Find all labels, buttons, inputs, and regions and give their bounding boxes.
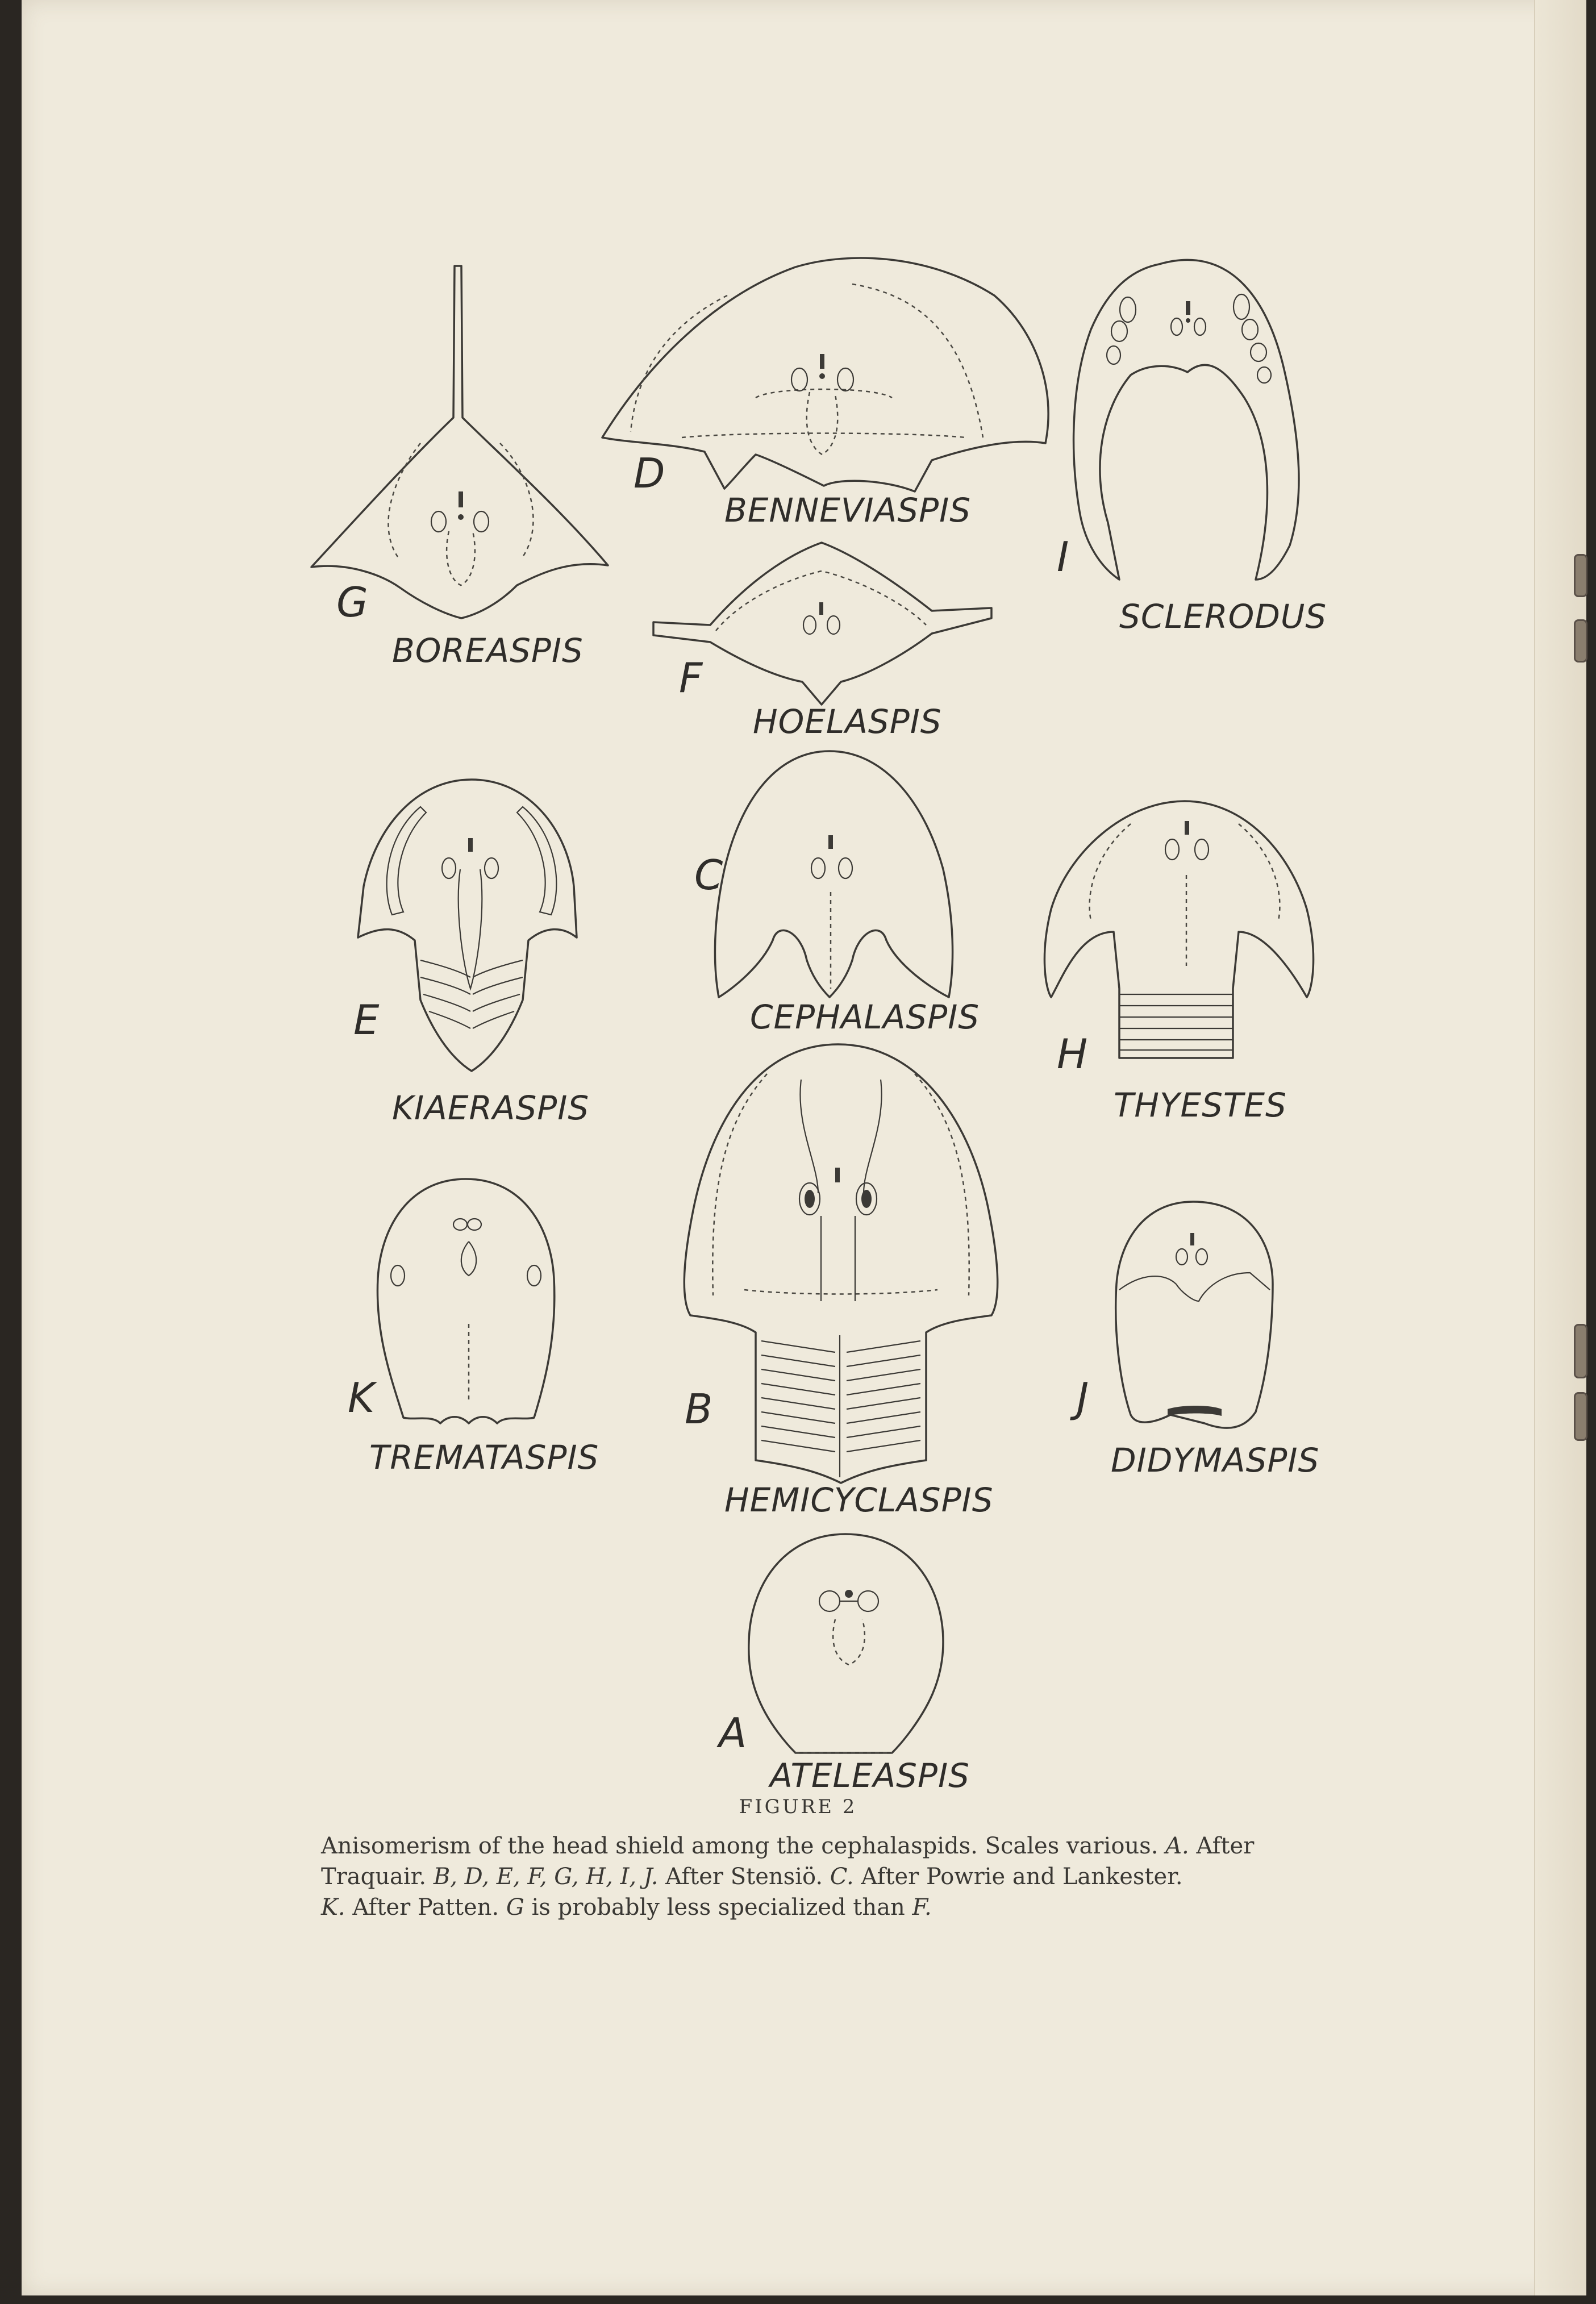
caption-letter: F. bbox=[912, 1894, 932, 1920]
specimen-name: THYESTES bbox=[1114, 1086, 1287, 1124]
specimen-name: ATELEASPIS bbox=[770, 1756, 970, 1795]
specimen-letter: A bbox=[719, 1709, 747, 1757]
specimen-letter: H bbox=[1057, 1030, 1088, 1078]
sclerodus-drawing bbox=[1057, 260, 1327, 636]
specimen-letter: K bbox=[348, 1374, 375, 1422]
caption-letter: A. bbox=[1165, 1833, 1189, 1859]
specimen-letter: G bbox=[336, 578, 368, 626]
specimen-name: HEMICYCLASPIS bbox=[724, 1481, 994, 1519]
figure-title: FIGURE 2 bbox=[739, 1795, 857, 1818]
caption-letter: G bbox=[506, 1894, 524, 1920]
caption-letter: C. bbox=[830, 1864, 854, 1890]
caption-letters: B, D, E, F, G, H, I, J. bbox=[433, 1864, 659, 1890]
specimen-name: HOELASPIS bbox=[753, 702, 942, 741]
specimen-letter: F bbox=[679, 654, 703, 702]
didymaspis-drawing bbox=[1070, 1202, 1319, 1480]
specimen-letter: J bbox=[1077, 1374, 1089, 1422]
caption-text: After Patten. bbox=[352, 1894, 499, 1920]
hoelaspis-drawing bbox=[653, 543, 991, 741]
specimen-letter: B bbox=[685, 1385, 713, 1433]
boreaspis-drawing bbox=[311, 266, 608, 670]
caption-text: Traquair. bbox=[321, 1864, 427, 1890]
thyestes-drawing bbox=[1044, 801, 1313, 1124]
caption-line-1 bbox=[321, 1831, 1332, 1861]
caption-text: After bbox=[1196, 1833, 1255, 1859]
specimen-letter: I bbox=[1057, 533, 1069, 581]
specimen-name: DIDYMASPIS bbox=[1111, 1441, 1320, 1480]
ateleaspis-drawing bbox=[716, 1534, 970, 1795]
specimen-name: TREMATASPIS bbox=[369, 1438, 599, 1477]
caption-line-2 bbox=[321, 1861, 1332, 1892]
hemicyclaspis-drawing bbox=[684, 1044, 997, 1519]
caption-text: Anisomerism of the head shield among the cephalaspids. Scales various. bbox=[321, 1833, 1159, 1859]
specimen-letter: C bbox=[694, 851, 723, 899]
caption-letter: K. bbox=[321, 1894, 345, 1920]
caption-text: is probably less specialized than bbox=[531, 1894, 905, 1920]
specimen-name: CEPHALASPIS bbox=[750, 998, 980, 1036]
caption-text: After Powrie and Lankester. bbox=[861, 1864, 1183, 1890]
specimen-name: KIAERASPIS bbox=[392, 1089, 590, 1127]
specimen-name: BENNEVIASPIS bbox=[724, 491, 972, 530]
specimen-name: BOREASPIS bbox=[392, 631, 584, 670]
specimen-letter: D bbox=[634, 449, 665, 497]
figure-caption bbox=[321, 1831, 1332, 1923]
trematapsis-drawing bbox=[348, 1179, 599, 1477]
cephalaspis-drawing bbox=[694, 751, 980, 1036]
benneviaspis-drawing bbox=[602, 258, 1048, 530]
caption-text: After Stensiö. bbox=[665, 1864, 823, 1890]
caption-line-3 bbox=[321, 1892, 1332, 1923]
kiaeraspis-drawing bbox=[353, 780, 589, 1127]
specimen-name: SCLERODUS bbox=[1119, 597, 1327, 636]
specimen-letter: E bbox=[353, 996, 380, 1044]
